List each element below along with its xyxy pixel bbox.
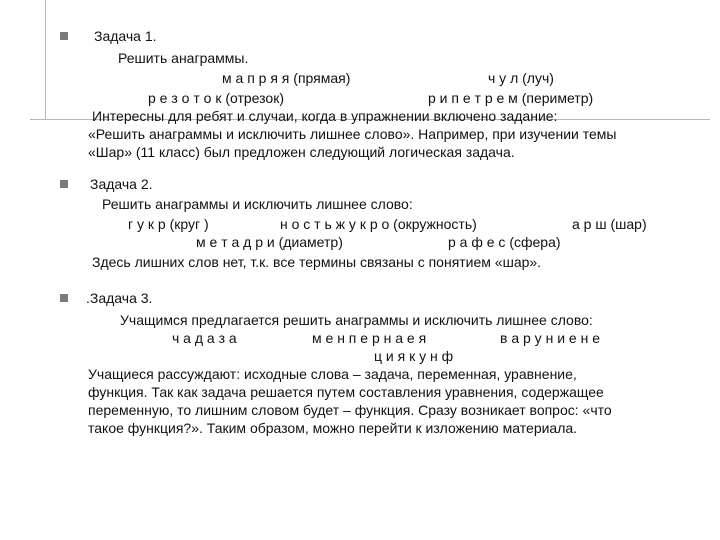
task-1-note-line-3: «Шар» (11 класс) был предложен следующий логическая задача. bbox=[88, 144, 515, 160]
task-1-anagram-3: р е з о т о к (отрезок) bbox=[148, 90, 284, 106]
task-2-title: Задача 2. bbox=[90, 176, 153, 192]
task-2-anagram-4: м е т а д р и (диаметр) bbox=[196, 234, 343, 250]
task-2-anagram-3: а р ш (шар) bbox=[572, 216, 647, 232]
task-1-note-line-2: «Решить анаграммы и исключить лишнее слово». Например, при изучении темы bbox=[88, 126, 617, 142]
task-1-anagram-4: р и п е т р е м (периметр) bbox=[428, 90, 594, 106]
task-1-anagram-2: ч у л (луч) bbox=[488, 70, 554, 86]
task-1-title: Задача 1. bbox=[94, 28, 157, 44]
task-2-note: Здесь лишних слов нет, т.к. все термины связаны с понятием «шар». bbox=[92, 254, 542, 270]
task-2-anagram-5: р а ф е с (сфера) bbox=[448, 234, 561, 250]
bullet-task-2 bbox=[60, 180, 68, 188]
task-2-instruction: Решить анаграммы и исключить лишнее слово: bbox=[102, 196, 413, 212]
task-1-anagram-1: м а п р я я (прямая) bbox=[222, 70, 351, 86]
task-3-anagram-4: ц и я к у н ф bbox=[374, 348, 454, 364]
task-3-title: .Задача 3. bbox=[86, 290, 153, 306]
task-2-anagram-2: н о с т ь ж у к р о (окружность) bbox=[280, 216, 477, 232]
task-3-note-line-2: функция. Так как задача решается путем составления уравнения, содержащее bbox=[88, 384, 604, 400]
task-3-note-line-3: переменную, то лишним словом будет – функция. Сразу возникает вопрос: «что bbox=[88, 402, 612, 418]
bullet-task-3 bbox=[60, 294, 68, 302]
task-3-note-line-4: такое функция?». Таким образом, можно перейти к изложению материала. bbox=[88, 420, 578, 436]
task-3-anagram-2: м е н п е р н а е я bbox=[312, 330, 427, 346]
task-3-anagram-1: ч а д а з а bbox=[172, 330, 237, 346]
task-2-anagram-1: г у к р (круг ) bbox=[128, 216, 209, 232]
task-1-note-line-1: Интересны для ребят и случаи, когда в упражнении включено задание: bbox=[92, 108, 558, 124]
bullet-task-1 bbox=[60, 32, 68, 40]
task-3-note-line-1: Учащиеся рассуждают: исходные слова – задача, переменная, уравнение, bbox=[88, 366, 577, 382]
task-3-anagram-3: в а р у н и е н е bbox=[500, 330, 600, 346]
task-3-instruction: Учащимся предлагается решить анаграммы и исключить лишнее слово: bbox=[120, 312, 593, 328]
task-1-instruction: Решить анаграммы. bbox=[118, 50, 249, 66]
decorative-vertical-line bbox=[45, 0, 46, 120]
